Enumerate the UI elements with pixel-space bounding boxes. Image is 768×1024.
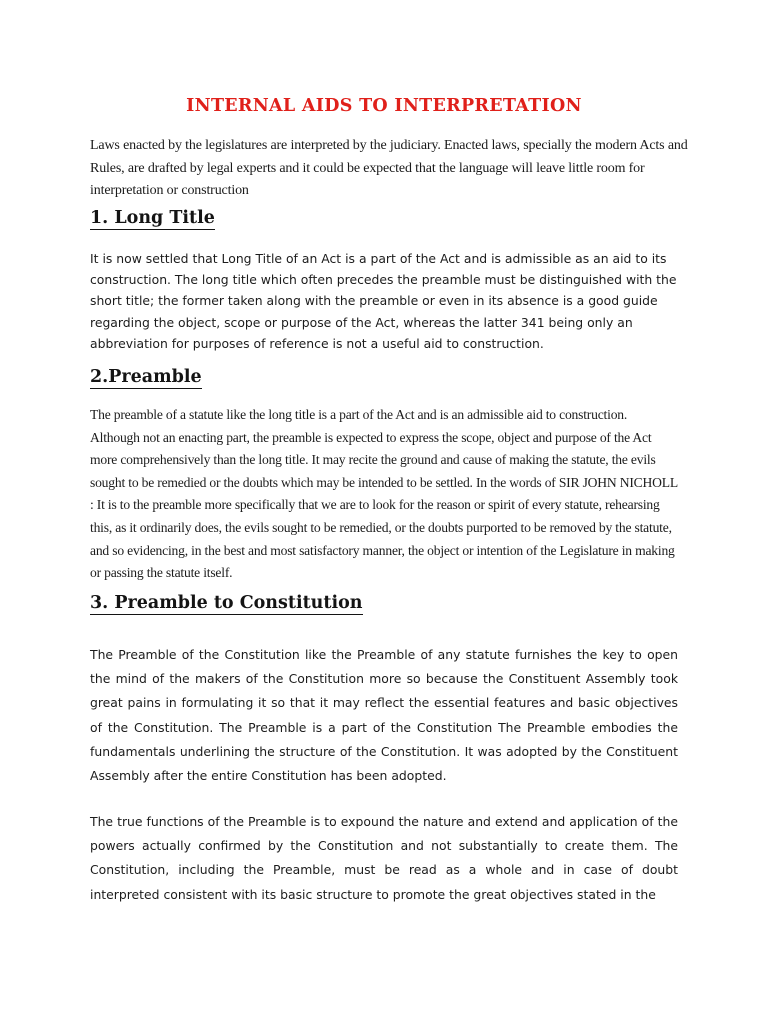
section-heading-preamble-to-constitution [90, 593, 363, 613]
long-title-paragraph: It is now settled that Long Title of an Act is a part of the Act and is admissible as an aid to its construction. The long title which often precedes the preamble must be distinguished with the short title; the former taken along with the preamble or even in its absence is a good guide regarding the object, scope or purpose of the Act, whereas the latter 341 being only an abbreviation for purposes of reference is not a useful aid to construction. [90, 251, 677, 351]
section-heading-preamble-to-constitution-text: 3. Preamble to Constitution [90, 593, 363, 613]
constitution-preamble-paragraph-2: The true functions of the Preamble is to expound the nature and extend and application of the powers actually confirmed by the Constitution and not substantially to create them. The Constitution, including the Preamble, must be read as a whole and in case of doubt interpreted consistent with its basic structure to promote the great objectives stated in the [90, 814, 678, 902]
constitution-preamble-paragraph-1: The Preamble of the Constitution like the Preamble of any statute furnishes the key to open the mind of the makers of the Constitution more so because the Constituent Assembly took great pains in formulating it so that it may reflect the essential features and basic objectives of the Constitution. The Preamble is a part of the Constitution The Preamble embodies the fundamentals underlining the structure of the Constitution. It was adopted by the Constituent Assembly after the entire Constitution has been adopted. [90, 647, 678, 784]
section-heading-preamble [90, 367, 202, 387]
section-heading-long-title-text: 1. Long Title [90, 208, 215, 228]
intro-paragraph: Laws enacted by the legislatures are interpreted by the judiciary. Enacted laws, specially the modern Acts and Rules, are drafted by legal experts and it could be expected that the language will leave little room for interpretation or construction [90, 138, 688, 198]
section-heading-preamble-text: 2.Preamble [90, 367, 202, 387]
document-title: INTERNAL AIDS TO INTERPRETATION [186, 96, 582, 116]
preamble-paragraph: The preamble of a statute like the long title is a part of the Act and is an admissible aid to construction. Although not an enacting part, the preamble is expected to express the scope, object and purpose of the Act more comprehensively than the long title. It may recite the ground and cause of making the statute, the evils sought to be remedied or the doubts which may be intended to be settled. In the words of SIR JOHN NICHOLL : It is to the preamble more specifically that we are to look for the reason or spirit of every statute, rehearsing this, as it ordinarily does, the evils sought to be remedied, or the doubts purported to be removed by the statute, and so evidencing, in the best and most satisfactory manner, the object or intention of the Legislature in making or passing the statute itself. [90, 407, 678, 581]
section-heading-long-title [90, 208, 215, 228]
